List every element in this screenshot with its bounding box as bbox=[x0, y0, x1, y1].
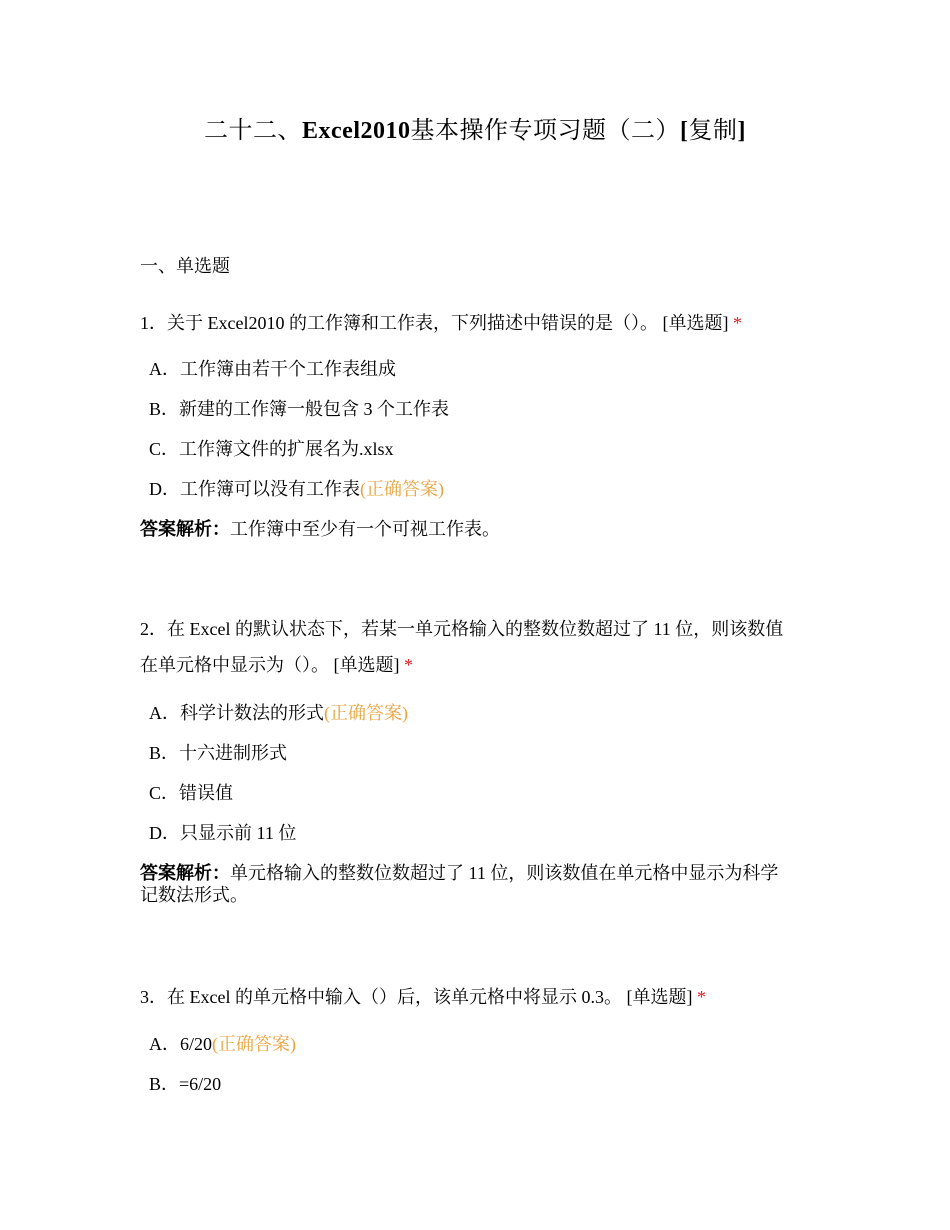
question-2-line-1: 2．在 Excel 的默认状态下，若某一单元格输入的整数位数超过了 11 位，则该数值 bbox=[140, 619, 784, 639]
analysis-label: 答案解析： bbox=[140, 519, 230, 539]
option-text: A．科学计数法的形式 bbox=[149, 703, 324, 723]
title-suffix: 基本操作专项习题（二） bbox=[410, 118, 680, 144]
title-prefix: 二十二、 bbox=[204, 118, 302, 144]
question-1-option-a: A．工作簿由若干个工作表组成 bbox=[149, 359, 396, 379]
question-2-analysis bbox=[140, 862, 810, 906]
required-mark: * bbox=[696, 987, 706, 1007]
page-title bbox=[0, 110, 950, 145]
question-3-text: 3．在 Excel 的单元格中输入（）后，该单元格中将显示 0.3。 [单选题] bbox=[140, 987, 697, 1007]
question-3-option-b: B．=6/20 bbox=[149, 1074, 222, 1094]
question-2-stem bbox=[140, 611, 810, 683]
title-bold: Excel2010 bbox=[302, 118, 411, 144]
question-3-stem bbox=[140, 979, 810, 1015]
question-1-analysis bbox=[140, 518, 810, 540]
analysis-text: 单元格输入的整数位数超过了 11 位，则该数值在单元格中显示为科学 bbox=[230, 863, 779, 883]
question-3-option-a bbox=[149, 1032, 296, 1056]
title-tag-open: [ bbox=[679, 118, 689, 144]
option-text: D．工作簿可以没有工作表 bbox=[149, 479, 360, 499]
question-2-option-b: B．十六进制形式 bbox=[149, 743, 288, 763]
section-heading: 一、单选题 bbox=[140, 256, 230, 276]
required-mark: * bbox=[404, 655, 413, 675]
question-2-option-d: D．只显示前 11 位 bbox=[149, 823, 297, 843]
question-2-text: 在单元格中显示为（）。 [单选题] bbox=[140, 655, 404, 675]
question-1-option-c: C．工作簿文件的扩展名为.xlsx bbox=[149, 439, 394, 459]
analysis-label: 答案解析： bbox=[140, 863, 230, 883]
analysis-line-1 bbox=[140, 862, 810, 884]
title-tag-text: 复制 bbox=[688, 118, 738, 144]
correct-answer-mark: (正确答案) bbox=[360, 479, 444, 499]
analysis-text: 工作簿中至少有一个可视工作表。 bbox=[230, 519, 500, 539]
question-2-option-a bbox=[149, 701, 408, 725]
option-text: A．6/20 bbox=[149, 1034, 212, 1054]
analysis-line-2: 记数法形式。 bbox=[140, 885, 248, 905]
question-1-option-d bbox=[149, 477, 444, 501]
question-1-text: 1．关于 Excel2010 的工作簿和工作表，下列描述中错误的是（）。 [单选题] bbox=[140, 313, 733, 333]
question-1-option-b: B．新建的工作簿一般包含 3 个工作表 bbox=[149, 399, 450, 419]
required-mark: * bbox=[732, 313, 742, 333]
question-2-option-c: C．错误值 bbox=[149, 783, 234, 803]
question-1-stem bbox=[140, 305, 810, 341]
question-2-line-2 bbox=[140, 647, 810, 683]
correct-answer-mark: (正确答案) bbox=[324, 703, 408, 723]
title-tag-close: ] bbox=[737, 118, 746, 144]
correct-answer-mark: (正确答案) bbox=[212, 1034, 296, 1054]
